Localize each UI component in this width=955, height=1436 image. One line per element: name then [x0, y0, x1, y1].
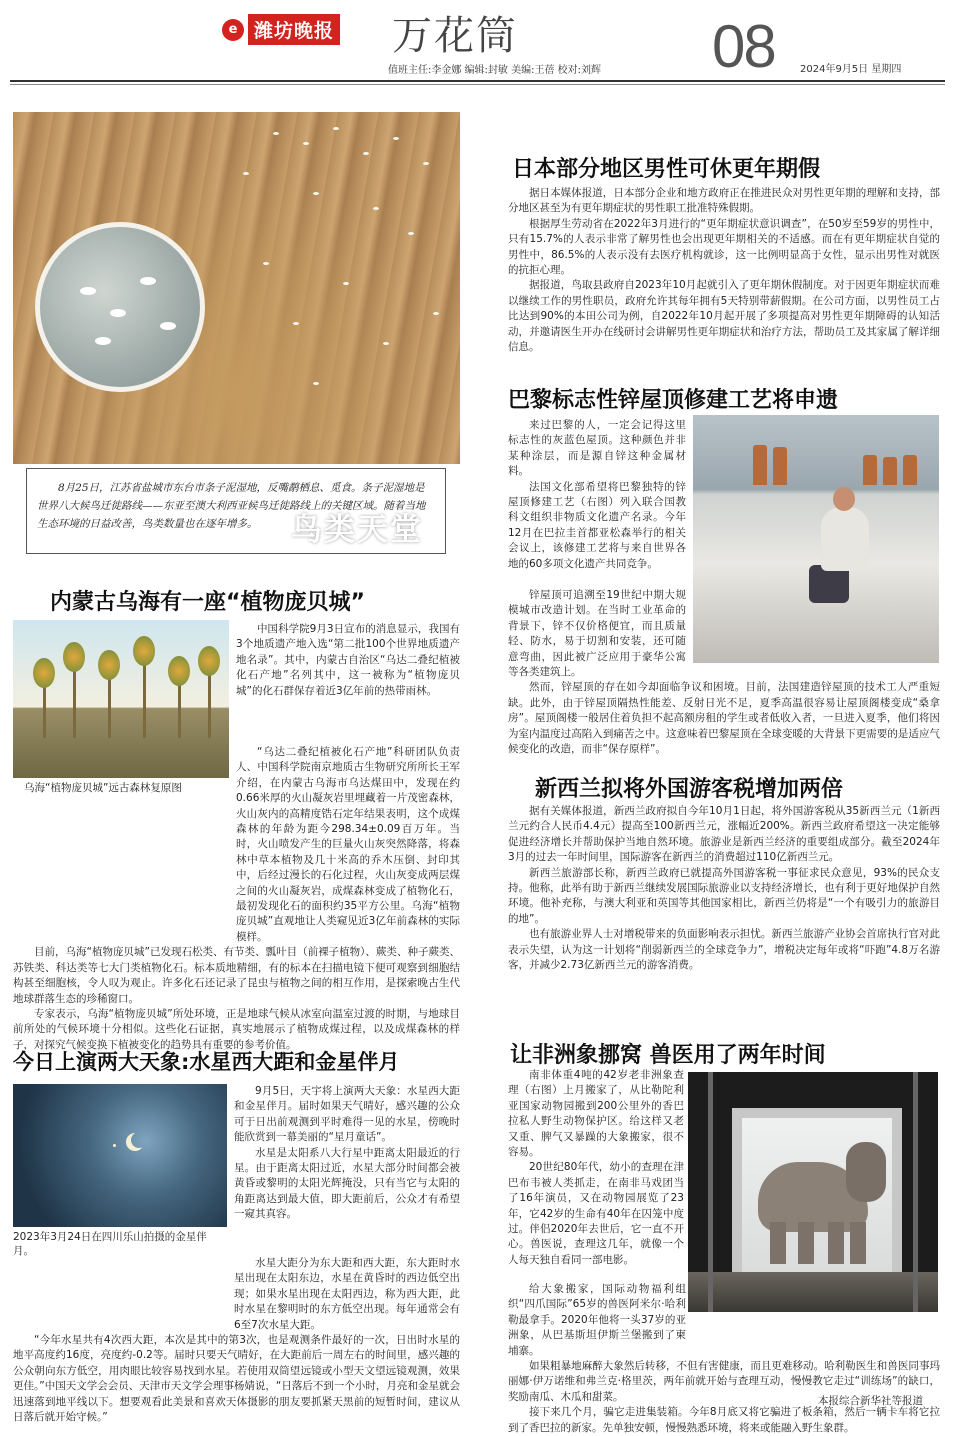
nz-paragraph: 新西兰旅游部长称，新西兰政府已就提高外国游客税一事征求民众意见，93%的民众支持。他称，此举有助于新西兰继续发展国际旅游业以支持经济增长，也有利于更好地保护自然环境。他补充称，与澳大利亚和英国等其他国家相比，新西兰仍将是“一个有吸引力的旅游目的地”。 [508, 866, 940, 925]
avocet-inset-photo [35, 222, 205, 392]
fossil-headline: 内蒙古乌海有一座“植物庞贝城” [50, 590, 365, 615]
fossil-paragraph: 目前，乌海“植物庞贝城”已发现石松类、有节类、瓢叶目（前裸子植物）、蕨类、种子蕨类、苏铁类、科达类等七大门类植物化石。标本质地精细，有的标本在扫描电镜下便可观察到细胞结构甚至细胞核，令人叹为观止。许多化石还记录了昆虫与植物之间的相互作用，是探索晚古生代地球群落生态的珍稀窗口。 [13, 946, 460, 1005]
astro-headline: 今日上演两大天象:水星西大距和金星伴月 [13, 1050, 400, 1074]
fossil-body [13, 745, 460, 1053]
paris-paragraph: 锌屋顶可追溯至19世纪中期大规模城市改造计划。在当时工业革命的背景下，锌不仅价格便宜，而且质量轻、防水，易于切割和安装，还可随意弯曲，因此被广泛应用于豪华公寓等各类建筑上。 [508, 589, 686, 679]
fossil-paragraph: 中国科学院9月3日宣布的消息显示，我国有3个地质遗产地入选“第二批100个世界地质遗产地名录”。其中，内蒙古自治区“乌达二叠纪植被化石产地”名列其中，这一被称为“植物庞贝城”的化石群保存着近3亿年前的热带雨林。 [236, 623, 460, 697]
astro-body-top [234, 1084, 460, 1223]
nz-paragraph: 据有关媒体报道，新西兰政府拟自今年10月1日起，将外国游客税从35新西兰元（1新西兰元约合人民币4.4元）提高至100新西兰元，涨幅近200%。新西兰政府希望这一决定能够促进经济增长并帮助保护当地自然环境。旅游业是新西兰经济的重要组成部分。截至2024年3月的过去一年时间里，国际游客在新西兰的消费超过110亿新西兰元。 [508, 805, 940, 864]
fossil-body-top [236, 622, 460, 699]
issue-date: 2024年9月5日 星期四 [800, 64, 902, 75]
paris-headline: 巴黎标志性锌屋顶修建工艺将申遗 [508, 388, 839, 413]
page-number: 08 [712, 13, 775, 80]
nz-body [508, 804, 940, 973]
elephant-crate-photo [688, 1072, 938, 1312]
paris-body-top [508, 418, 686, 572]
japan-headline: 日本部分地区男性可休更年期假 [512, 157, 821, 182]
newspaper-logo [222, 14, 340, 45]
newspaper-name: 潍坊晚报 [248, 14, 340, 45]
elephant-headline: 让非洲象挪窝 兽医用了两年时间 [510, 1043, 826, 1068]
astro-paragraph: 水星大距分为东大距和西大距，东大距时水星出现在太阳东边，水星在黄昏时的西边低空出现；如果水星出现在太阳西边，称为西大距，此时水星在黎明时的东方低空出现。每年通常会有6至7次水星大距。 [234, 1257, 460, 1331]
elephant-paragraph: 给大象搬家，国际动物福利组织“四爪国际”65岁的兽医阿米尔·哈利勒最拿手。2020年他将一头37岁的亚洲象，从巴基斯坦伊斯兰堡搬到了柬埔寨。 [508, 1283, 686, 1357]
nz-paragraph: 也有旅游业界人士对增税带来的负面影响表示担忧。新西兰旅游产业协会首席执行官对此表示失望，认为这一计划将“削弱新西兰的全球竞争力”，增税决定每年或将“吓跑”4.8万名游客，并减少2.73亿新西兰元的游客消费。 [508, 928, 940, 972]
astro-paragraph: “今年水星共有4次西大距，本次是其中的第3次，也是观测条件最好的一次，日出时水星的地平高度约16度，亮度约-0.2等。届时只要天气晴好，在大距前后一周左右的时间里，感兴趣的公众朝向东方低空，用肉眼比较容易找到水星。若使用双筒望远镜或小型天文望远镜观测，效果更佳。”中国天文学会会员、天津市天文学会理事杨婧说，“日落后不到一个小时，月亮和金星就会迅速落到地平线以下。想要观看此美景和喜欢天体摄影的朋友要抓紧天黑前的短暂时间，建议从日落后就开始守候。” [13, 1334, 460, 1424]
astro-body [13, 1256, 460, 1425]
japan-paragraph: 据日本媒体报道，日本部分企业和地方政府正在推进民众对男性更年期的理解和支持，部分地区甚至为有更年期症状的男性职工批准特殊假期。 [508, 187, 940, 215]
astro-photo-caption: 2023年3月24日在四川乐山拍摄的金星伴月。 [13, 1231, 207, 1257]
elephant-paragraph: 如果粗暴地麻醉大象然后转移，不但有害健康，而且更难移动。哈利勒医生和兽医同事玛丽娜·伊万诺维和弗兰克·格里茨，两年前就开始与查理互动，慢慢教它走过“训练场”的缺口，奖励南瓜、木瓜和甜菜。 [508, 1360, 940, 1403]
editor-credits: 值班主任:李金娜 编辑:封敏 美编:王蓓 校对:刘辉 [388, 65, 602, 76]
fossil-photo-caption: 乌海“植物庞贝城”远古森林复原图 [24, 782, 182, 794]
astro-paragraph: 水星是太阳系八大行星中距离太阳最近的行星。由于距离太阳过近，水星大部分时间都会被黄昏或黎明的太阳光辉掩没，只有当它与太阳的角距离达到最大值，即大距前后，公众才有希望一窥其真容。 [234, 1146, 460, 1221]
masthead-rule [10, 80, 945, 82]
nz-headline: 新西兰拟将外国游客税增加两倍 [535, 777, 844, 802]
page-byline: 本报综合新华社等报道 [818, 1395, 923, 1407]
venus-moon-photo [13, 1084, 227, 1227]
fossil-paragraph: 专家表示，乌海“植物庞贝城”所处环境，正是地球气候从冰室向温室过渡的时期，与地球目前所处的气候环境十分相似。这些化石证据，真实地展示了植物成煤过程，以及成煤森林的样子，对探究气候变换下植被变化的趋势具有重要的参考价值。 [13, 1007, 460, 1051]
astro-paragraph: 9月5日，天宇将上演两大天象：水星西大距和金星伴月。届时如果天气晴好，感兴趣的公众可于日出前观测到平时难得一见的水星，傍晚时能欣赏到一幕美丽的“星月童话”。 [234, 1085, 460, 1144]
paris-body [508, 588, 940, 757]
elephant-body-top [508, 1068, 684, 1268]
bird-caption: 8月25日，江苏省盐城市东台市条子泥湿地，反嘴鹬栖息、觅食。条子泥湿地是世界八大候鸟迁徙路线——东亚至澳大利西亚候鸟迁徙路线上的关键区域。随着当地生态环境的日益改善，鸟类数量也在逐年增多。 [37, 482, 426, 530]
paris-paragraph: 来过巴黎的人，一定会记得这里标志性的灰蓝色屋顶。这种颜色并非某种涂层，而是源自锌这种金属材料。 [508, 419, 686, 478]
logo-mark-icon: e [222, 19, 244, 41]
roofer-figure [821, 507, 869, 571]
japan-body [508, 186, 940, 355]
elephant-body [508, 1282, 940, 1436]
elephant-paragraph: 接下来几个月，骗它走进集装箱。今年8月底又将它骗进了板条箱，然后一辆卡车将它拉到了香巴拉的新家。先单独安顿，慢慢熟悉环境，将来或能融入野生象群。 [508, 1406, 940, 1434]
elephant-paragraph: 南非体重4吨的42岁老非洲象查理（右图）上月搬家了，从比勒陀利亚国家动物园搬到200公里外的香巴拉私人野生动物保护区。给这样又老又重、脾气又暴躁的大象搬家，很不容易。 [508, 1069, 684, 1159]
paris-paragraph: 法国文化部希望将巴黎独特的锌屋顶修建工艺（右图）列入联合国教科文组织非物质文化遗产名录。今年12月在巴拉圭首都亚松森举行的相关会议上，该修建工艺将与来自世界各地的60多项文化遗产共同竞争。 [508, 480, 686, 570]
bird-photo-title: 鸟类天堂 [291, 512, 423, 548]
elephant-paragraph: 20世纪80年代，幼小的查理在津巴布韦被人类抓走，在南非马戏团当了16年演员，又在动物园展览了23年，它42岁的生命有40年在囚笼中度过。伴侣2020年去世后，它一直不开心。兽医说，查理这几年，就像一个人每天独自看同一部电影。 [508, 1161, 684, 1266]
crescent-moon-icon [131, 1132, 147, 1148]
japan-paragraph: 据报道，鸟取县政府自2023年10月起就引入了更年期休假制度。对于因更年期症状而难以继续工作的男性职员，政府允许其每年拥有5天特别带薪假期。在公司方面，以男性员工占比达到90%的本田公司为例，自2022年10月起开展了多项提高对男性更年期障碍的认知活动，并邀请医生开办在线研讨会讲解男性更年期症状和治疗方法，帮助员工及其家属了解详细信息。 [508, 279, 940, 354]
masthead [0, 0, 955, 82]
japan-paragraph: 根据厚生劳动省在2022年3月进行的“更年期症状意识调查”，在50岁至59岁的男性中，只有15.7%的人表示非常了解男性也会出现更年期相关的不适感。而在有更年期症状自觉的男性中，86.5%的人表示没有去医疗机构就诊，这一比例明显高于女性，显示出男性对就医的抗拒心理。 [508, 217, 940, 277]
masthead-rule-thin [10, 84, 945, 85]
fossil-paragraph: “乌达二叠纪植被化石产地”科研团队负责人、中国科学院南京地质古生物研究所所长王军介绍，在内蒙古乌海市乌达煤田中，发现在约0.66米厚的火山凝灰岩里埋藏着一片茂密森林，火山灰内的高精度锆石定年结果表明，这个成煤森林的年龄为距今298.34±0.09百万年。当时，火山喷发产生的巨量火山灰突然降落，将森林中草本植物及几十米高的乔木压倒、封印其中，后经过漫长的石化过程，火山灰变成两层煤之间的火山凝灰岩，成煤森林变成了植物化石，最初发现化石的面积约35平方公里。乌海“植物庞贝城”直观地让人类窥见近3亿年前森林的实际模样。 [236, 746, 460, 943]
paris-paragraph: 然而，锌屋顶的存在如今却面临争议和困境。目前，法国建造锌屋顶的技术工人严重短缺。此外，由于锌屋顶隔热性能差、反射日光不足，夏季高温很容易让屋顶阁楼变成“桑拿房”。屋顶阁楼一般居住着负担不起高额房租的学生或者低收入者，一旦进入夏季，他们将因为室内温度过高陷入到痛苦之中。这意味着巴黎屋顶在全球变暖的大背景下更需要的是适应气候变化的改造，而非“保存原样”。 [508, 681, 940, 756]
section-title: 万花筒 [392, 13, 518, 59]
